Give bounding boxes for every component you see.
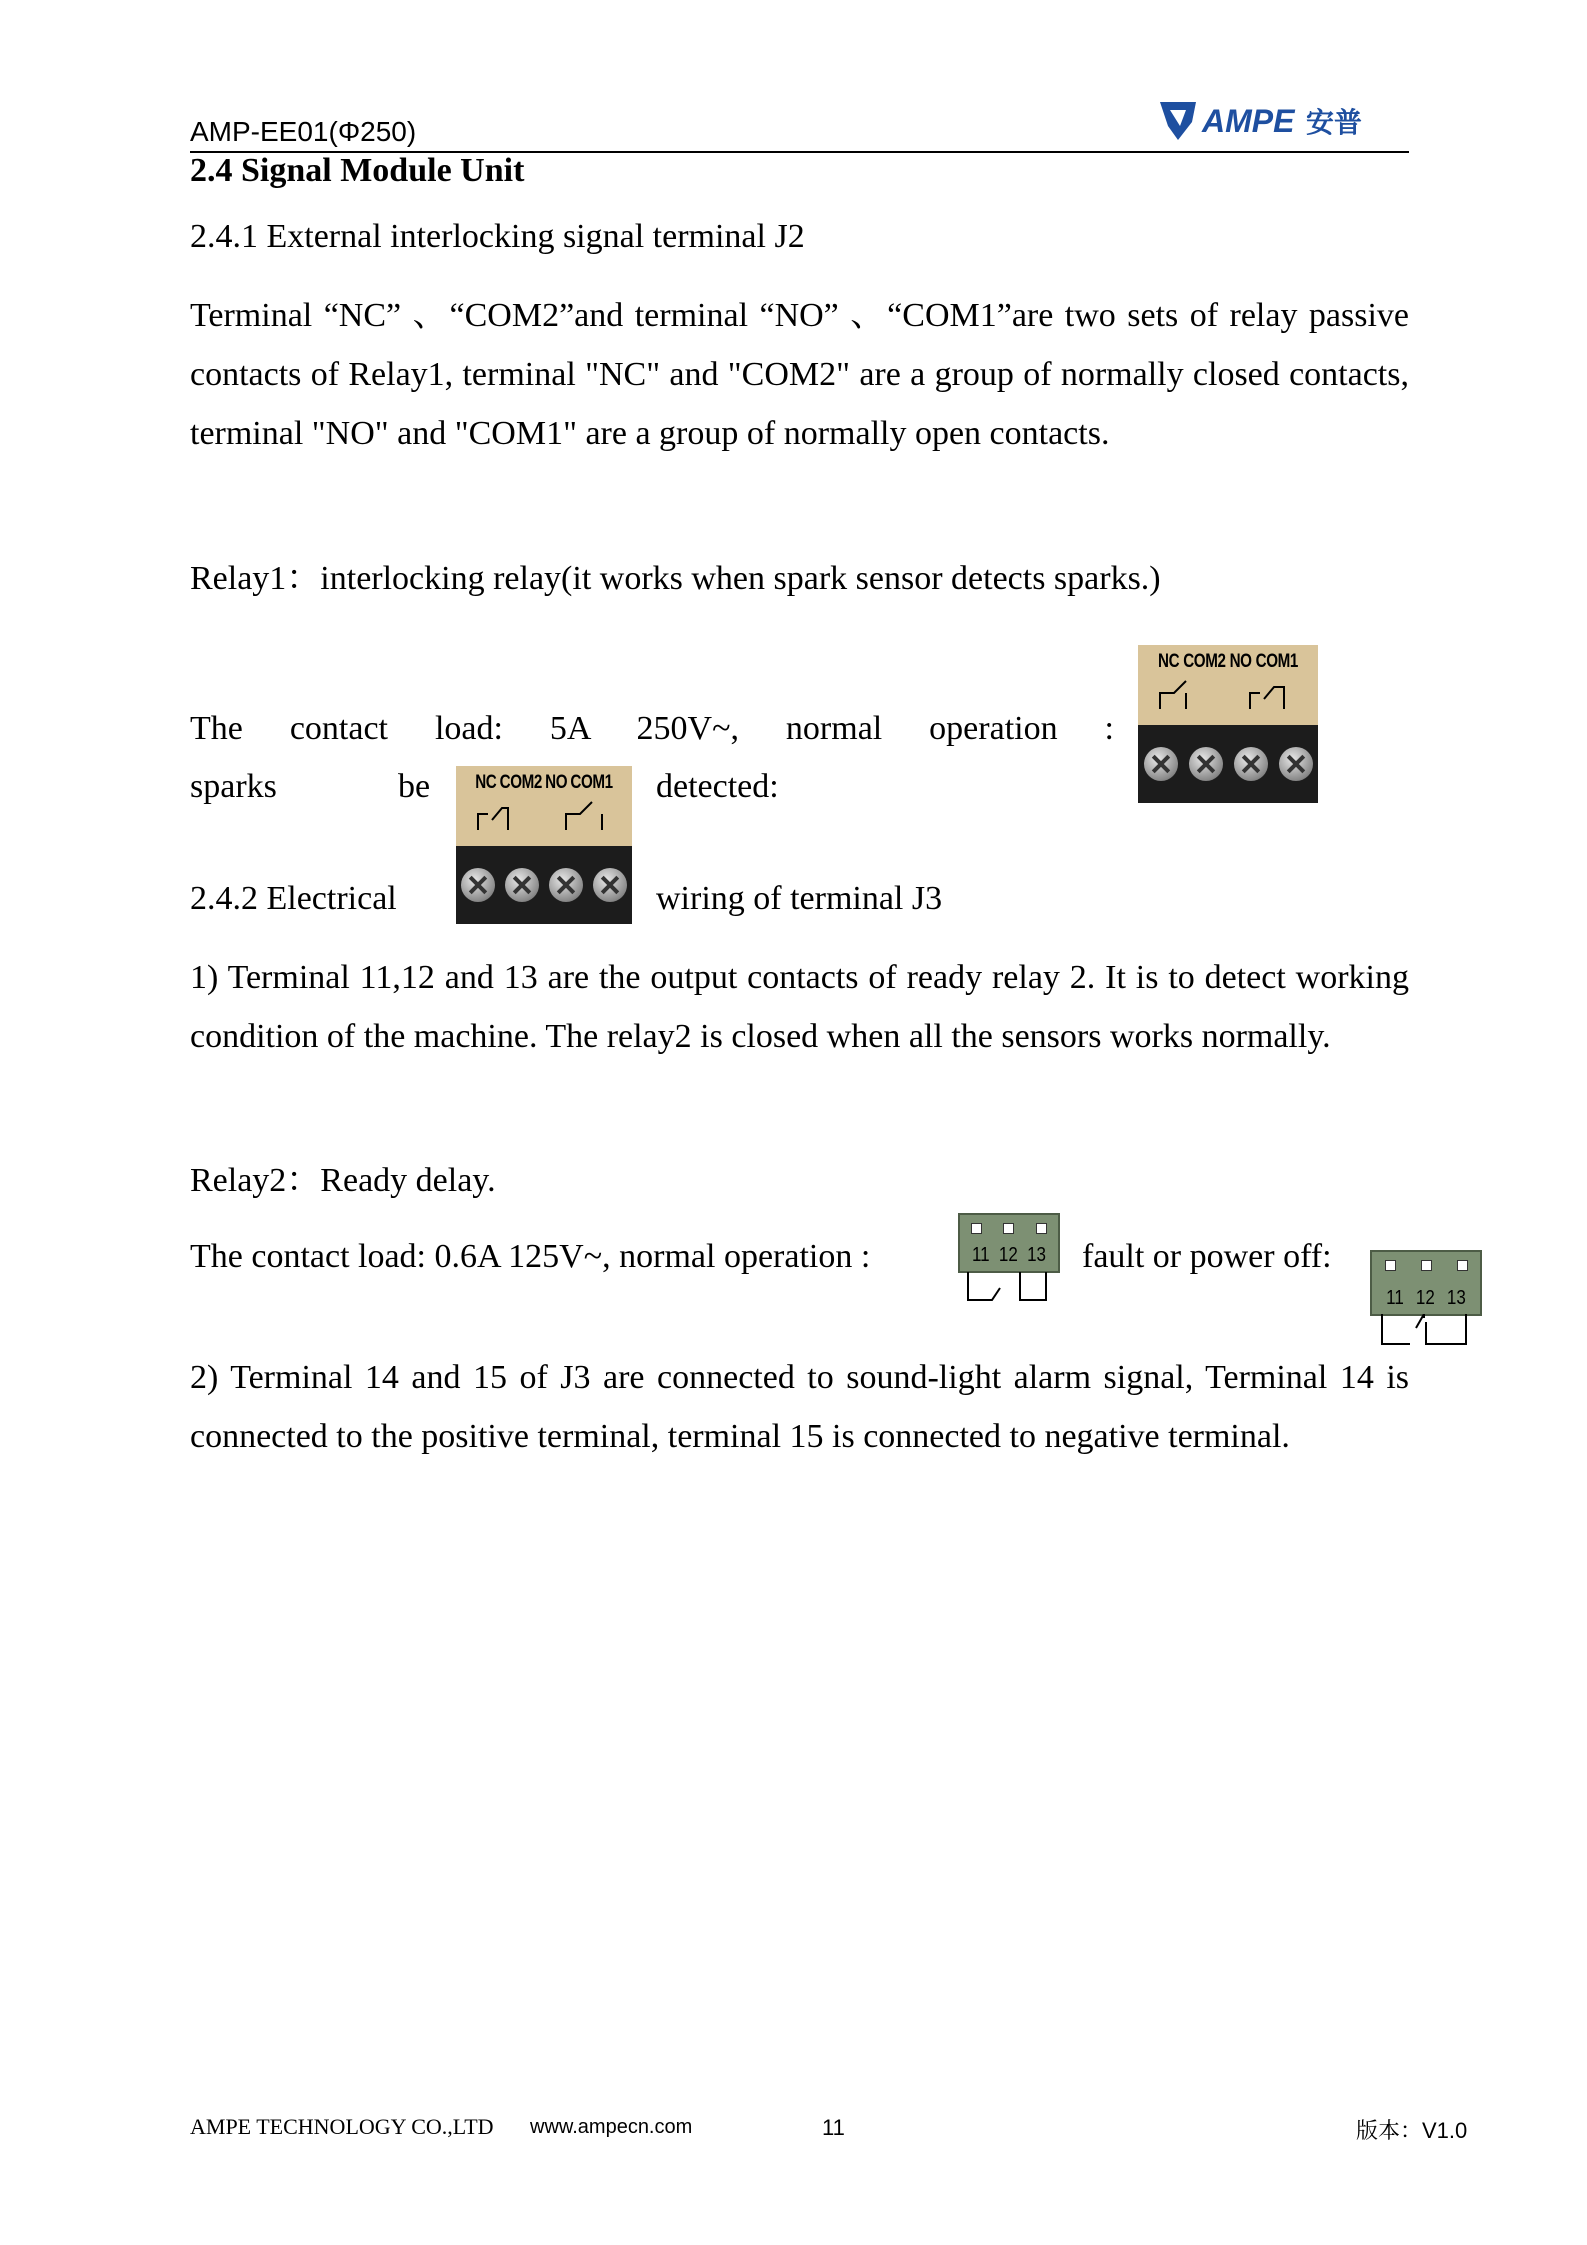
sparks-text: sparks bbox=[190, 768, 277, 805]
j2-terminal-normal bbox=[1138, 645, 1318, 803]
detected-text: detected: bbox=[656, 768, 779, 805]
j3-label-12: 12 bbox=[998, 1244, 1018, 1266]
svg-text:安普: 安普 bbox=[1306, 106, 1363, 139]
pin-icon bbox=[1385, 1260, 1396, 1271]
subsection-2-4-2-start: 2.4.2 Electrical bbox=[190, 880, 397, 917]
j3-terminal-fault bbox=[1370, 1250, 1482, 1316]
page-number: 11 bbox=[822, 2115, 845, 2140]
j3-label-11: 11 bbox=[1386, 1287, 1404, 1309]
j2-label-com1: COM1 bbox=[570, 772, 613, 793]
footer-company: AMPE TECHNOLOGY CO.,LTD bbox=[190, 2114, 494, 2139]
screw-icon bbox=[1189, 747, 1223, 781]
be-text: be bbox=[398, 768, 431, 805]
j2-screw-block bbox=[456, 846, 632, 924]
j2-label-no: NO bbox=[1229, 651, 1252, 672]
pin-icon bbox=[1036, 1223, 1047, 1234]
contact-load2-normal: The contact load: 0.6A 125V~, normal operation : bbox=[190, 1238, 871, 1275]
paragraph-ready-relay: 1) Terminal 11,12 and 13 are the output contacts of ready relay 2. It is to detect working condition of the machine. The relay2 is closed when all the sensors works normally. bbox=[190, 959, 1409, 1055]
pin-icon bbox=[1421, 1260, 1432, 1271]
contact-load-text: The contact load: 5A 250V~, normal operation : bbox=[190, 710, 1114, 747]
j3-label-12: 12 bbox=[1415, 1287, 1435, 1309]
relay-contact-switched-icon bbox=[456, 800, 632, 840]
j3-pins bbox=[1372, 1260, 1480, 1271]
relay1-description: Relay1：interlocking relay(it works when spark sensor detects sparks.) bbox=[190, 560, 1161, 597]
pin-icon bbox=[1457, 1260, 1468, 1271]
paragraph-terminals: Terminal “NC” 、“COM2”and terminal “NO” 、“COM1”are two sets of relay passive contacts of Relay1, terminal "NC" and "COM2" are a group of normally closed contacts, terminal "NO" and "COM1" are a group of normally open contacts. bbox=[190, 297, 1409, 452]
footer-website: www.ampecn.com bbox=[530, 2116, 693, 2138]
screw-icon bbox=[1279, 747, 1313, 781]
svg-text:AMPE: AMPE bbox=[1202, 103, 1295, 139]
document-id: AMP-EE01(Φ250) bbox=[190, 116, 417, 147]
screw-icon bbox=[549, 868, 583, 902]
j3-label-13: 13 bbox=[1446, 1287, 1466, 1309]
section-title: 2.4 Signal Module Unit bbox=[190, 152, 525, 189]
paragraph-alarm: 2) Terminal 14 and 15 of J3 are connected to sound-light alarm signal, Terminal 14 is connected to the positive terminal, terminal 15 is connected to negative terminal. bbox=[190, 1359, 1409, 1455]
j2-terminal-sparks bbox=[456, 766, 632, 924]
screw-icon bbox=[1144, 747, 1178, 781]
j2-label-nc: NC bbox=[1158, 651, 1180, 672]
screw-icon bbox=[461, 868, 495, 902]
relay-contact-open-icon bbox=[1138, 679, 1318, 719]
relay2-description: Relay2：Ready delay. bbox=[190, 1162, 496, 1199]
j3-terminal-normal bbox=[958, 1213, 1060, 1273]
j2-screw-block bbox=[1138, 725, 1318, 803]
relay-contact-open-icon bbox=[1370, 1314, 1480, 1350]
pin-icon bbox=[1003, 1223, 1014, 1234]
contact-load2-fault: fault or power off: bbox=[1082, 1238, 1332, 1275]
ampe-logo bbox=[1156, 96, 1382, 144]
relay-contact-closed-icon bbox=[958, 1272, 1058, 1306]
j2-label-nc: NC bbox=[475, 772, 497, 793]
ampe-logo-icon bbox=[1156, 96, 1382, 144]
j2-label-com2: COM2 bbox=[499, 772, 542, 793]
j2-label-com2: COM2 bbox=[1183, 651, 1226, 672]
subsection-2-4-1: 2.4.1 External interlocking signal terminal J2 bbox=[190, 218, 805, 255]
j2-label-com1: COM1 bbox=[1255, 651, 1298, 672]
pin-icon bbox=[971, 1223, 982, 1234]
j3-label-13: 13 bbox=[1027, 1244, 1047, 1266]
j2-label-no: NO bbox=[545, 772, 568, 793]
screw-icon bbox=[1234, 747, 1268, 781]
screw-icon bbox=[505, 868, 539, 902]
footer-version: 版本：V1.0 bbox=[1356, 2118, 1468, 2143]
j3-label-11: 11 bbox=[971, 1244, 990, 1266]
j2-labels bbox=[474, 772, 615, 794]
j3-labels bbox=[967, 1244, 1050, 1267]
j2-labels bbox=[1156, 651, 1300, 673]
j3-labels bbox=[1380, 1287, 1472, 1310]
subsection-2-4-2-end: wiring of terminal J3 bbox=[656, 880, 943, 917]
screw-icon bbox=[593, 868, 627, 902]
j3-pins bbox=[960, 1223, 1058, 1234]
